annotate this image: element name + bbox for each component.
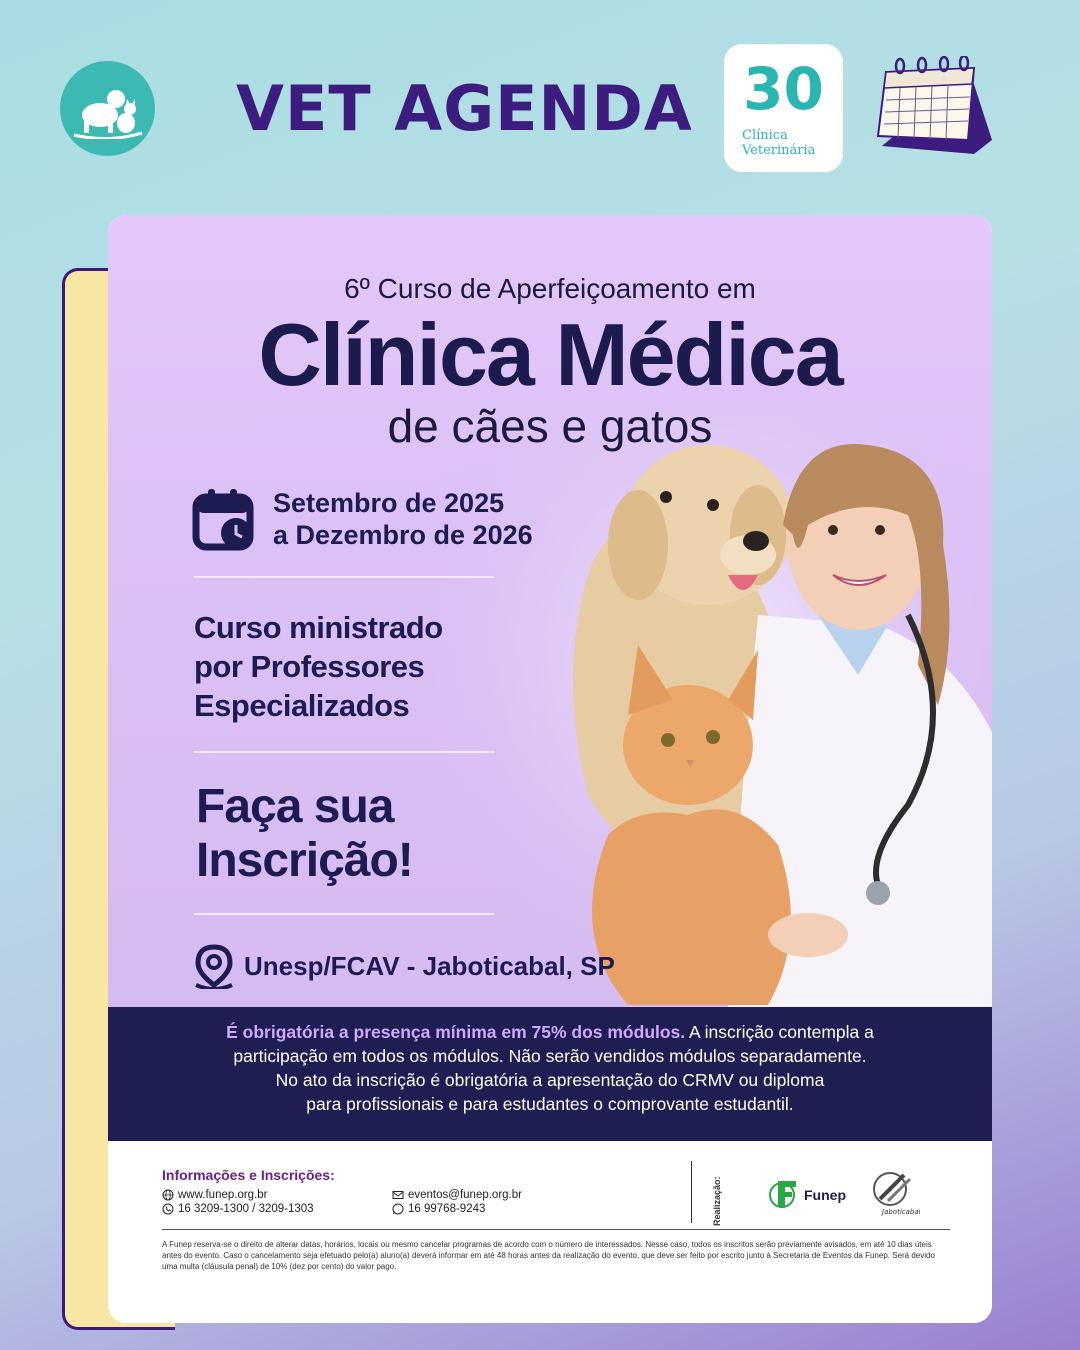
notice-line1-rest: A inscrição contempla a <box>685 1022 874 1042</box>
hero-section <box>108 215 992 1007</box>
email-icon <box>392 1189 404 1201</box>
notice-line2: participação em todos os módulos. Não serão vendidos módulos separadamente. <box>233 1046 867 1066</box>
course-location <box>192 943 615 989</box>
notice-line4: para profissionais e para estudantes o comprovante estudantil. <box>306 1094 794 1114</box>
course-title: Clínica Médica <box>258 305 842 404</box>
realizacao-label: Realização: <box>712 1176 722 1226</box>
info-line3: Especializados <box>194 688 410 723</box>
date-line2: a Dezembro de 2026 <box>273 520 533 550</box>
unesp-jaboticabal-emblem-icon <box>866 1169 920 1217</box>
course-subtitle: de cães e gatos <box>387 400 713 452</box>
email-text: eventos@funep.org.br <box>408 1189 522 1201</box>
calendar-clock-icon <box>192 487 258 557</box>
funep-f-icon <box>768 1177 802 1213</box>
whatsapp-text: 16 99768-9243 <box>408 1203 486 1215</box>
divider <box>194 913 494 915</box>
attendance-notice <box>108 1007 992 1141</box>
course-pre-title: 6º Curso de Aperfeiçoamento em <box>344 273 756 304</box>
footer-divider <box>691 1161 692 1223</box>
funep-text: Funep <box>804 1187 846 1203</box>
date-line1: Setembro de 2025 <box>273 488 505 518</box>
divider <box>194 751 494 753</box>
terms-disclaimer: A Funep reserva-se o direito de alterar datas, horários, locais ou mesmo cancelar programas de acordo com o número de interessados. Nesse caso, todos os inscritos serão previamente avisados, em até 10 dias úteis antes do evento. Caso o cancelamento seja efetuado pelo(a) aluno(a) deverá informar em até 48 horas antes da realização do evento, que deve ser feito por escrito junto à Secretaria de Eventos da Funep. Será devido uma multa (cláusula penal) de 10% (dez por cento) do valor pago. <box>162 1240 935 1271</box>
phone-link[interactable] <box>162 1203 314 1215</box>
globe-icon <box>162 1189 174 1201</box>
location-pin-icon <box>192 943 236 989</box>
email-link[interactable] <box>392 1189 522 1201</box>
registration-cta <box>196 780 413 888</box>
badge-line2: Veterinária <box>742 143 816 158</box>
phone-icon <box>162 1203 174 1215</box>
location-text: Unesp/FCAV - Jaboticabal, SP <box>244 950 615 981</box>
contact-title: Informações e Inscrições: <box>162 1167 335 1183</box>
website-link[interactable] <box>162 1189 268 1201</box>
cta-line2: Inscrição! <box>196 834 413 887</box>
phone-text: 16 3209-1300 / 3209-1303 <box>178 1203 314 1215</box>
notice-line3: No ato da inscrição é obrigatória a apresentação do CRMV ou diploma <box>275 1070 825 1090</box>
clinic-30-years-badge <box>724 44 843 172</box>
badge-number: 30 <box>743 55 824 123</box>
jaboticabal-label: Jaboticabal <box>882 1208 920 1216</box>
info-line1: Curso ministrado <box>194 610 443 645</box>
jaboticabal-logo <box>866 1169 920 1222</box>
divider <box>194 576 494 578</box>
badge-line1: Clínica <box>742 128 788 143</box>
whatsapp-icon <box>392 1203 404 1215</box>
cta-line1: Faça sua <box>196 780 394 833</box>
notice-highlight: É obrigatória a presença mínima em 75% dos módulos. <box>226 1022 686 1042</box>
course-flyer-card <box>108 215 992 1323</box>
website-text: www.funep.org.br <box>178 1189 268 1201</box>
course-dates <box>273 487 533 551</box>
footer-rule <box>162 1229 950 1230</box>
calendar-icon <box>874 56 994 160</box>
funep-logo <box>768 1177 846 1213</box>
info-line2: por Professores <box>194 649 425 684</box>
contact-footer <box>108 1141 992 1323</box>
brand-title: VET AGENDA <box>236 72 693 145</box>
dog-cat-logo-icon <box>60 61 155 156</box>
course-teachers-info <box>194 608 443 725</box>
whatsapp-link[interactable] <box>392 1203 485 1215</box>
